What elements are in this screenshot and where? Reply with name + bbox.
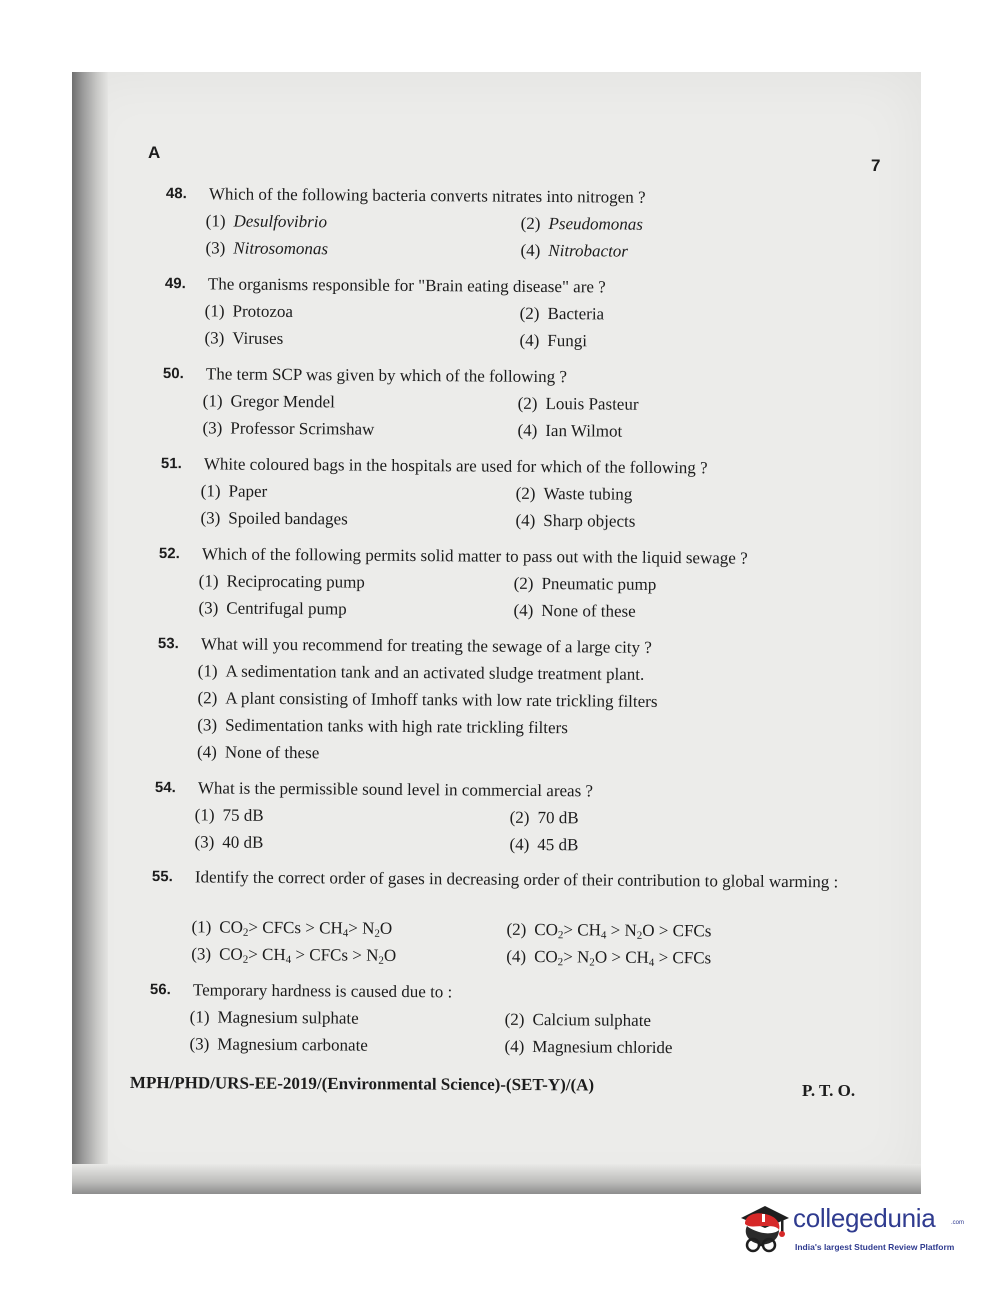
option-2: (2) Calcium sulphate	[504, 1009, 652, 1030]
page-number: 7	[871, 156, 881, 175]
question-number: 49.	[164, 274, 186, 293]
option-3: (3) Spoiled bandages	[200, 508, 348, 529]
option-2: (2) Pseudomonas	[520, 213, 644, 234]
collegedunia-logo-icon	[735, 1200, 791, 1256]
question-text: White coloured bags in the hospitals are used for which of the following ?	[203, 454, 708, 478]
option-2: (2) Bacteria	[519, 303, 605, 324]
question-number: 48.	[165, 184, 187, 203]
option-1: (1) Gregor Mendel	[202, 391, 335, 412]
question-number: 53.	[157, 634, 179, 653]
option-3: (3) Nitrosomonas	[205, 238, 329, 259]
question-54	[154, 777, 855, 855]
option-1: (1) 75 dB	[194, 805, 264, 825]
option-2: (2) Louis Pasteur	[517, 393, 639, 414]
question-text: What will you recommend for treating the sewage of a large city ?	[200, 634, 652, 657]
question-number: 50.	[162, 364, 184, 383]
option-3: (3) $CO_2> CH_4$ > CFCs > $N_2O$	[191, 944, 397, 967]
option-4: (4) Nitrobactor	[520, 240, 629, 261]
option-3: (3) Viruses	[204, 328, 284, 348]
option-3: (3) Centrifugal pump	[198, 598, 347, 619]
option-1: (1) Magnesium sulphate	[189, 1007, 359, 1028]
paper-code: MPH/PHD/URS-EE-2019/(Environmental Science)-(SET-Y)/(A)	[129, 1073, 595, 1095]
question-number: 52.	[158, 544, 180, 563]
brand-dotcom: .com	[951, 1220, 965, 1226]
question-text: What is the permissible sound level in commercial areas ?	[197, 778, 594, 801]
pto-label: P. T. O.	[802, 1081, 856, 1100]
question-text: Identify the correct order of gases in decreasing order of their contribution to global warming :	[194, 867, 839, 892]
question-text: Which of the following bacteria converts nitrates into nitrogen ?	[208, 184, 646, 207]
option-1: (1) $CO_2>$ CFCs > $CH_4> N_2O$	[191, 917, 393, 940]
brand-tagline: India's largest Student Review Platform	[795, 1242, 955, 1252]
option-1: (1) A sedimentation tank and an activated sludge treatment plant.	[197, 661, 645, 684]
question-50	[162, 363, 863, 441]
question-53	[157, 633, 858, 763]
question-number: 51.	[160, 454, 182, 473]
option-4: (4) Sharp objects	[515, 510, 636, 531]
option-4: (4) Fungi	[519, 330, 588, 351]
question-55	[151, 866, 852, 969]
collegedunia-watermark	[735, 1196, 965, 1266]
question-text: Temporary hardness is caused due to :	[192, 980, 453, 1002]
question-number: 56.	[149, 980, 171, 999]
option-1: (1) Protozoa	[204, 301, 294, 322]
question-number: 54.	[154, 778, 176, 797]
question-52	[158, 543, 859, 621]
option-2: (2) $CO_2> CH_4 > N_2O$ > CFCs	[506, 919, 712, 942]
question-text: Which of the following permits solid matter to pass out with the liquid sewage ?	[201, 544, 748, 568]
brand-name: collegedunia	[793, 1203, 936, 1233]
option-4: (4) Ian Wilmot	[517, 420, 623, 441]
question-51	[160, 453, 861, 531]
question-49	[164, 273, 865, 351]
option-2: (2) A plant consisting of Imhoff tanks with low rate trickling filters	[197, 688, 658, 711]
option-4: (4) 45 dB	[509, 834, 579, 855]
option-4: (4) None of these	[513, 600, 636, 621]
option-2: (2) 70 dB	[509, 807, 579, 828]
set-code: A	[148, 143, 161, 162]
option-1: (1) Desulfovibrio	[205, 211, 328, 232]
option-1: (1) Reciprocating pump	[198, 571, 365, 592]
option-4: (4) Magnesium chloride	[504, 1036, 673, 1058]
option-2: (2) Pneumatic pump	[513, 573, 657, 594]
option-3: (3) Professor Scrimshaw	[202, 418, 375, 439]
option-3: (3) Magnesium carbonate	[189, 1034, 368, 1055]
question-text: The organisms responsible for "Brain eating disease" are ?	[207, 274, 606, 297]
question-number: 55.	[151, 867, 173, 886]
option-4: (4) $CO_2> N_2O > CH_4$ > CFCs	[506, 946, 712, 969]
option-3: (3) 40 dB	[194, 832, 264, 852]
question-text: The term SCP was given by which of the following ?	[205, 364, 568, 387]
option-4: (4) None of these	[196, 742, 320, 763]
question-48	[165, 183, 866, 261]
question-56	[149, 979, 850, 1058]
option-1: (1) Paper	[200, 481, 268, 501]
option-3: (3) Sedimentation tanks with high rate trickling filters	[197, 715, 568, 738]
option-2: (2) Waste tubing	[515, 483, 633, 504]
